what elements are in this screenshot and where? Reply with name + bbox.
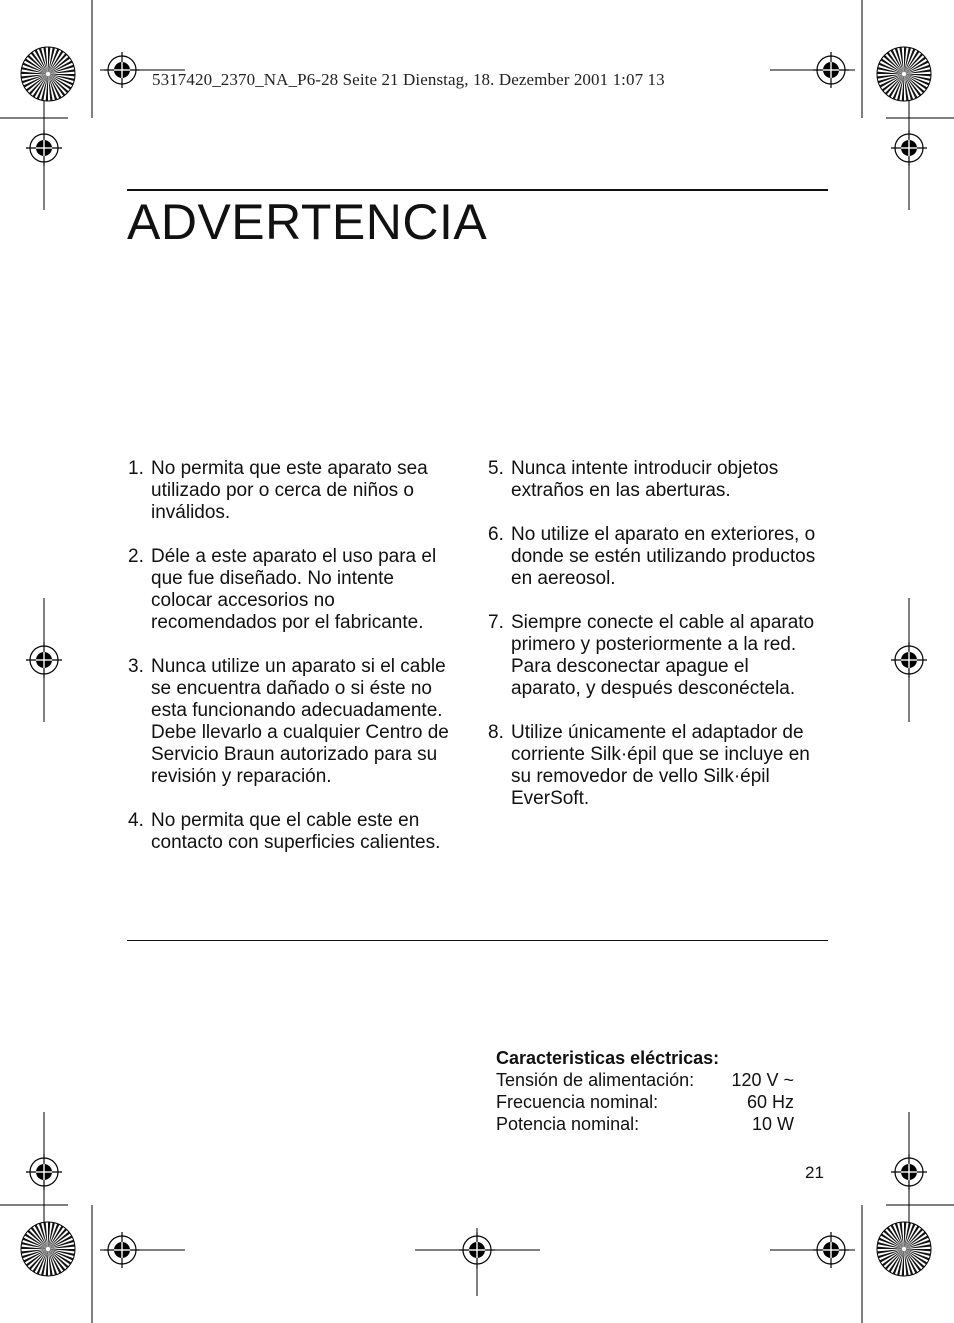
warning-item bbox=[488, 458, 818, 502]
bottom-rule bbox=[127, 940, 828, 941]
spec-value: 120 V ~ bbox=[731, 1070, 794, 1090]
page-title: ADVERTENCIA bbox=[127, 194, 488, 250]
item-number: 4. bbox=[128, 810, 144, 831]
warning-item bbox=[128, 458, 460, 524]
starburst-mark bbox=[877, 1222, 931, 1276]
slug-line: 5317420_2370_NA_P6-28 Seite 21 Dienstag, 18. Dezember 2001 1:07 13 bbox=[152, 70, 665, 89]
item-number: 1. bbox=[128, 458, 144, 479]
warning-item bbox=[128, 656, 460, 788]
page-number: 21 bbox=[805, 1163, 824, 1182]
spec-label: Frecuencia nominal: bbox=[496, 1092, 659, 1112]
item-text: Siempre conecte el cable al aparato primero y posteriormente a la red. Para desconectar apague el aparato, y después desconéctela. bbox=[511, 612, 815, 699]
warning-item bbox=[128, 546, 460, 634]
item-text: Nunca utilize un aparato si el cable se encuentra dañado o si éste no esta funcionando adecuadamente. Debe llevarlo a cualquier Centro de Servicio Braun autorizado para su revisión y reparación. bbox=[151, 656, 449, 787]
starburst-mark bbox=[21, 47, 75, 101]
spec-row bbox=[496, 1069, 794, 1091]
item-text: Nunca intente introducir objetos extraños en las aberturas. bbox=[511, 458, 779, 501]
item-number: 6. bbox=[488, 524, 504, 545]
item-number: 5. bbox=[488, 458, 504, 479]
starburst-mark bbox=[877, 47, 931, 101]
warnings-left-column bbox=[128, 458, 460, 876]
spec-label: Tensión de alimentación: bbox=[496, 1070, 695, 1090]
spec-row bbox=[496, 1113, 794, 1135]
spec-value: 10 W bbox=[751, 1114, 794, 1134]
spec-value: 60 Hz bbox=[746, 1092, 794, 1112]
warning-item bbox=[488, 524, 818, 590]
spec-row bbox=[496, 1091, 794, 1113]
item-number: 2. bbox=[128, 546, 144, 567]
specs-heading: Caracteristicas eléctricas: bbox=[496, 1048, 720, 1068]
top-rule bbox=[127, 189, 828, 191]
item-text: No permita que el cable este en contacto con superficies calientes. bbox=[151, 810, 441, 853]
warning-item bbox=[128, 810, 460, 854]
warning-item bbox=[488, 612, 818, 700]
warning-item bbox=[488, 722, 818, 810]
starburst-mark bbox=[21, 1222, 75, 1276]
item-text: Utilize únicamente el adaptador de corriente Silk·épil que se incluye en su removedor de vello Silk·épil EverSoft. bbox=[511, 722, 810, 809]
item-text: Déle a este aparato el uso para el que fue diseñado. No intente colocar accesorios no recomendados por el fabricante. bbox=[151, 546, 437, 633]
item-number: 8. bbox=[488, 722, 504, 743]
item-text: No permita que este aparato sea utilizado por o cerca de niños o inválidos. bbox=[151, 458, 428, 523]
item-number: 3. bbox=[128, 656, 144, 677]
spec-label: Potencia nominal: bbox=[496, 1114, 640, 1134]
warnings-right-column bbox=[488, 458, 818, 832]
item-text: No utilize el aparato en exteriores, o donde se estén utilizando productos en aereosol. bbox=[511, 524, 816, 589]
item-number: 7. bbox=[488, 612, 504, 633]
electrical-specs bbox=[496, 1047, 794, 1135]
